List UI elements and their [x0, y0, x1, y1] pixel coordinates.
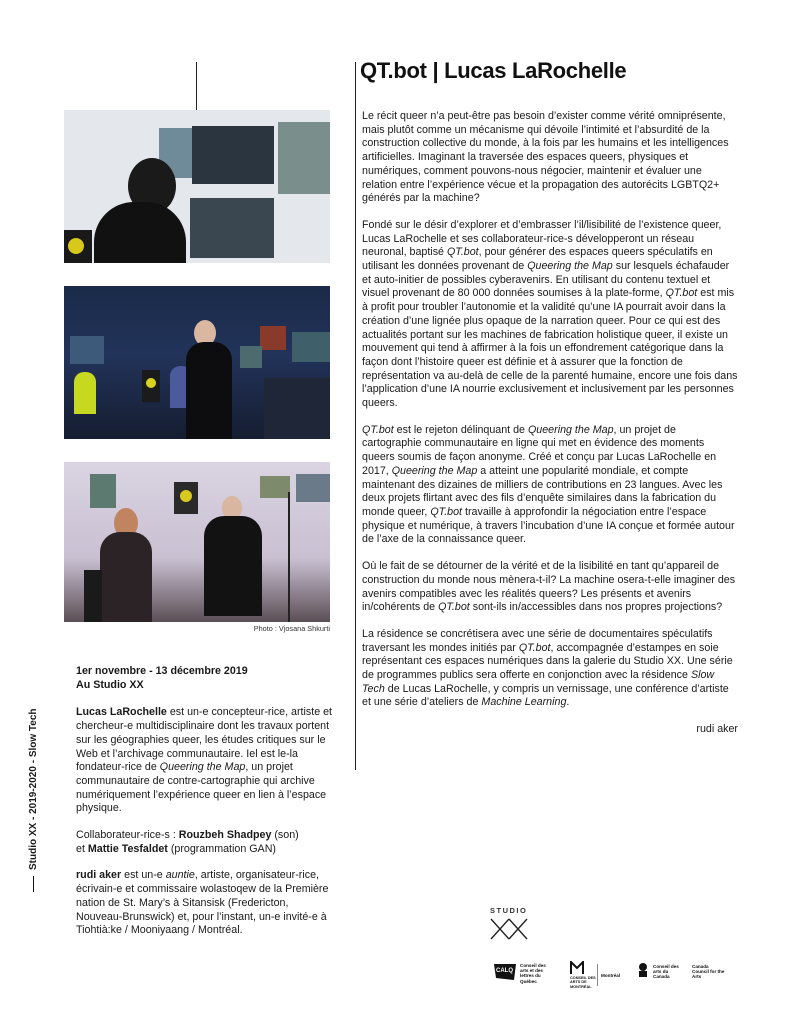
side-tag: Studio XX - 2019-2020 - Slow Tech — [28, 708, 39, 892]
canada-council-logo-icon — [636, 962, 650, 978]
photo-artist-talk — [64, 462, 330, 622]
funder-divider — [597, 964, 598, 986]
bio-rudi: rudi aker est un-e auntie, artiste, organisateur-rice, écrivain-e et commissaire wolastoqew de la Première nation de St. Mary’s à Sitansisk (Fredericton, Nouveau-Brunswick) et, pour l’instant, un-e invité-e à Tiohtià:ke / Mooniyaang / Montréal. — [76, 869, 329, 937]
paragraph-4: Où le fait de se détourner de la vérité et de la lisibilité en tant qu’appareil de construction du monde nous mènera-t-il? La machine osera-t-elle imaginer des avenirs compatibles avec les réalités queers? Les présents et avenirs in/cohérents de QT.bot sont-ils in/accessibles dans nos propres projections? — [362, 560, 736, 614]
paragraph-2: Fondé sur le désir d’explorer et d’embrasser l’il/lisibilité de l’existence queer, Lucas LaRochelle et ses collaborateur-rice-s développeront un réseau neuronal, baptisé QT.bot, pour générer des espaces queers spéculatifs en utilisant les données provenant de Queering the Map sur lesquels échafauder et auto-initier de possibles cyberavenirs. En utilisant du contenu textuel et visuel provenant de 80 000 données soumises à la plate-forme, QT.bot est mis à profit pour troubler l’autonomie et la validité qu’une IA pourrait avoir dans la création d’une lignée plus opaque de la narration queer. Pour ce qui est des actualités portant sur les machines de fabrication holistique queer, il existe un mouvement qui tend à affirmer à la fois un effondrement catégorique dans la façon dont l’histoire queer est définie et à assurer que la fonction de représentation va au-delà de celle de la parenté humaine, encore une fois dans l’application d’une IA nourrie exclusivement et inclusivement par les personnes queers. — [362, 218, 738, 410]
event-info-column — [76, 665, 336, 951]
article-body — [362, 110, 738, 737]
cca-fr-label: Conseil des arts du Canada — [653, 964, 679, 980]
paragraph-5: La résidence se concrétisera avec une série de documentaires spéculatifs traversant les mondes initiés par QT.bot, accompagnée d’estampes en soie représentant ces espaces numériques dans la galerie du Studio XX. Une série de programmes publics sera offerte en conjonction avec la résidence Slow Tech de Lucas LaRochelle, y compris un vernissage, une conférence d’artiste et une série d’ateliers de Machine Learning. — [362, 627, 733, 709]
side-tag-dash — [33, 876, 34, 892]
author-signature: rudi aker — [696, 723, 738, 736]
cam-label: CONSEIL DES ARTS DE MONTRÉAL — [570, 976, 596, 989]
studio-logo-label: STUDIO — [490, 906, 528, 915]
paragraph-3: QT.bot est le rejeton délinquant de Queering the Map, un projet de cartographie communautaire en ligne qui met en évidence des moments queers soumis de façon anonyme. Créé et conçu par Lucas LaRochelle en 2017, Queering the Map a atteint une popularité mondiale, et compte maintenant des dizaines de milliers de contributions en 23 langues. Avec les deux projets flirtant avec des fils d’enquête similaires dans la fabrication du monde queer, QT.bot travaille à approfondir la négociation entre l’espace physique et numérique, à travers l’incubation d’une IA conçue et formée autour de l’axe de la connaissance queer. — [362, 423, 735, 546]
paragraph-1: Le récit queer n’a peut-être pas besoin d’exister comme vérité omniprésente, mais plutôt comme un mécanisme qui dévoile l’intimité et l’absurdité de la construction collective du monde, à la fois par les humains et les intelligences artificielles. Imaginant la traversée des espaces queers, physiques et numériques, comment pouvons-nous négocier, maintenir et évaluer une relation entre l’expérience vécue et la propagation des autorécits LGBTQ2+ générés par la machine? — [362, 110, 729, 205]
calq-sub: Conseil des arts et des lettres du Québec — [520, 963, 546, 984]
page-title: QT.bot | Lucas LaRochelle — [360, 58, 627, 83]
collaborators: Collaborateur-rice-s : Rouzbeh Shadpey (son) et Mattie Tesfaldet (programmation GAN) — [76, 829, 299, 855]
cca-en-label: Canada Council for the Arts — [692, 964, 725, 980]
divider-line-vertical — [355, 62, 356, 770]
event-dates: 1er novembre - 13 décembre 2019 Au Studio XX — [76, 665, 248, 691]
cam-logo-icon — [570, 961, 584, 975]
funder-logos — [492, 960, 742, 990]
photo-credit: Photo : Vjosana Shkurti — [253, 624, 330, 633]
studio-xx-logo — [490, 906, 530, 946]
montreal-label: Montréal — [601, 973, 621, 978]
calq-label: CALQ — [496, 968, 513, 974]
xx-logo-icon — [490, 918, 528, 940]
photo-performance-mic — [64, 286, 330, 439]
divider-line-top — [196, 62, 197, 110]
photo-gallery-visitor — [64, 110, 330, 263]
bio-lucas: Lucas LaRochelle est un-e concepteur-rice, artiste et chercheur-e multidisciplinaire dont les travaux portent sur les géographies queer, les études critiques sur le Web et l’archivage communautaire. Iel est le-la fondateur-rice de Queering the Map, un projet communautaire de contre-cartographie qui archive numériquement l’expérience queer en lien à l’espace physique. — [76, 706, 333, 815]
